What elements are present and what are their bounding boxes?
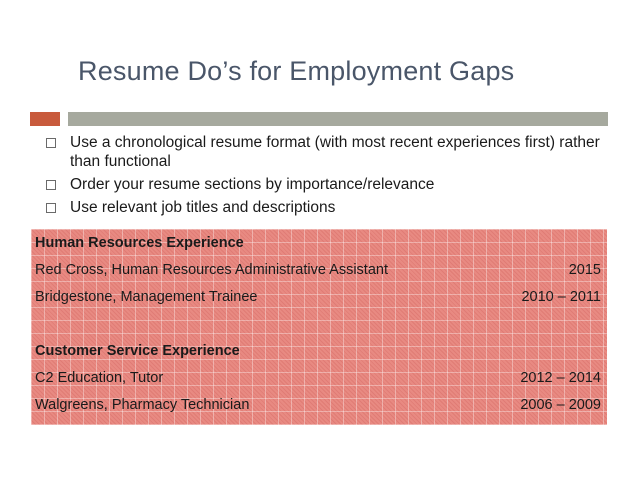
bullet-text: Order your resume sections by importance/relevance (70, 176, 435, 193)
job-entry: Red Cross, Human Resources Administrative Assistant (35, 261, 388, 278)
bullet-item (46, 198, 606, 217)
table-row (31, 364, 607, 391)
bullet-text: Use a chronological resume format (with most recent experiences first) rather than functional (70, 134, 600, 170)
experience-table (31, 229, 607, 425)
bullet-text: Use relevant job titles and descriptions (70, 199, 336, 216)
section-heading-row (31, 229, 607, 256)
bullet-list (46, 133, 606, 221)
job-dates: 2015 (568, 261, 601, 278)
table-row (31, 256, 607, 283)
job-entry: Bridgestone, Management Trainee (35, 288, 258, 305)
square-bullet-icon (46, 203, 56, 213)
square-bullet-icon (46, 138, 56, 148)
bullet-item (46, 175, 606, 194)
job-dates: 2012 – 2014 (520, 369, 601, 386)
table-row (31, 283, 607, 310)
job-entry: C2 Education, Tutor (35, 369, 164, 386)
square-bullet-icon (46, 180, 56, 190)
section-heading-row (31, 337, 607, 364)
job-dates: 2010 – 2011 (521, 288, 601, 305)
job-dates: 2006 – 2009 (520, 396, 601, 413)
section-heading: Customer Service Experience (35, 342, 240, 359)
title-underline-rule (68, 112, 608, 126)
job-entry: Walgreens, Pharmacy Technician (35, 396, 250, 413)
bullet-item (46, 133, 606, 171)
section-heading: Human Resources Experience (35, 234, 244, 251)
table-row (31, 391, 607, 418)
slide-title: Resume Do’s for Employment Gaps (78, 56, 515, 86)
accent-rule (30, 112, 60, 126)
